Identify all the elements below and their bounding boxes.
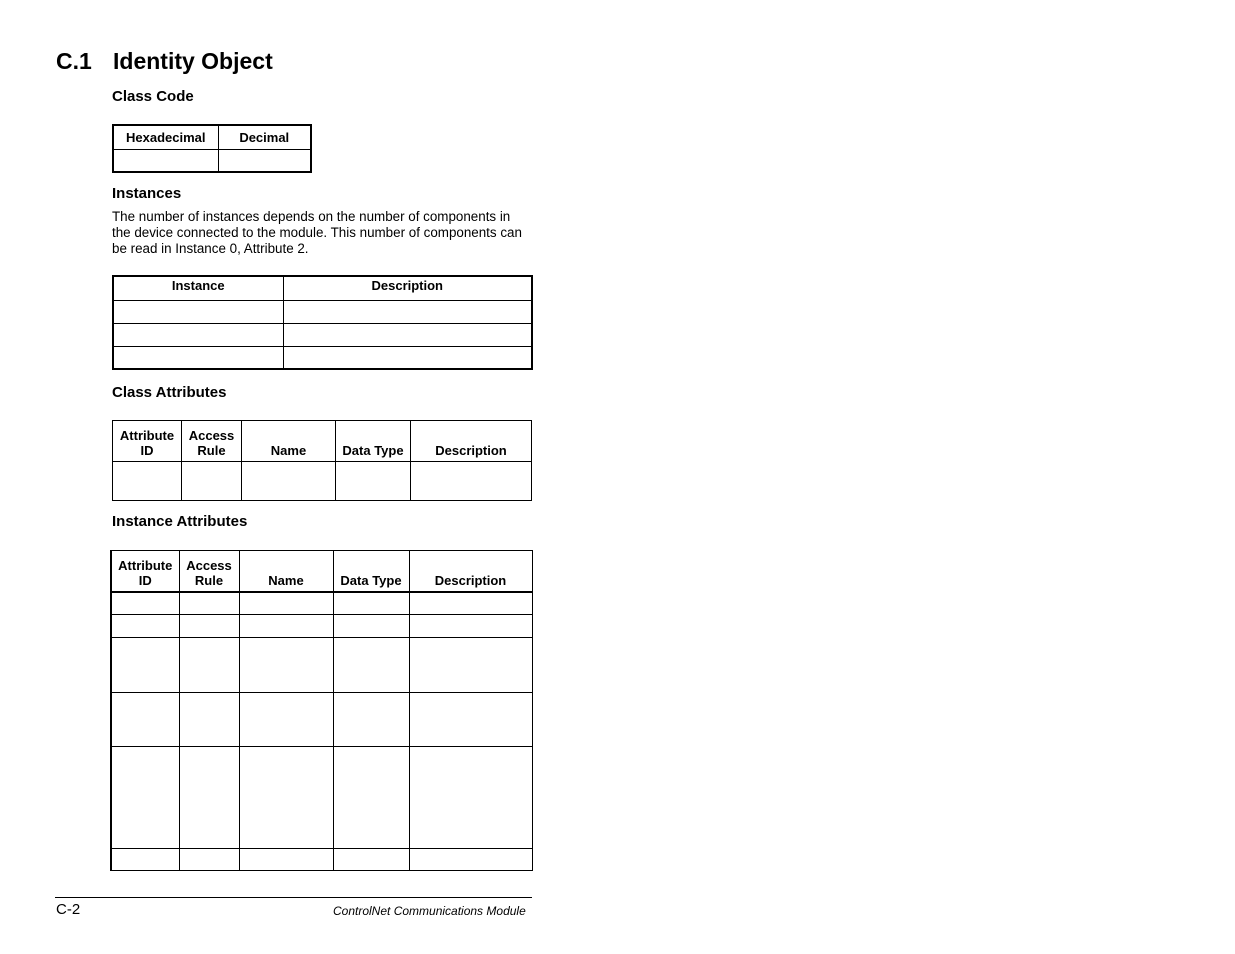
table-cell: [333, 849, 409, 871]
table-cell: [336, 462, 411, 501]
table-cell: [111, 592, 179, 615]
table-row: [111, 638, 532, 693]
table-cell: [111, 638, 179, 693]
class-code-heading: Class Code: [112, 88, 194, 105]
table-cell: [239, 849, 333, 871]
table-cell: [113, 462, 182, 501]
table-cell: [409, 849, 532, 871]
table-cell: [113, 300, 283, 323]
table-cell: [333, 638, 409, 693]
table-cell: [411, 462, 532, 501]
class-attributes-heading: Class Attributes: [112, 384, 227, 401]
header-access-rule: Access Rule: [182, 421, 242, 462]
table-cell: [409, 615, 532, 638]
class-attributes-table: [112, 420, 532, 501]
table-cell: [239, 592, 333, 615]
header-name: Name: [242, 421, 336, 462]
header-name: Name: [239, 551, 333, 592]
table-cell: [239, 747, 333, 849]
table-row: [111, 849, 532, 871]
table-cell: [111, 747, 179, 849]
header-data-type: Data Type: [333, 551, 409, 592]
table-cell: [182, 462, 242, 501]
table-cell: [239, 638, 333, 693]
header-description: Description: [411, 421, 532, 462]
section-number: C.1: [56, 48, 92, 74]
header-description: Description: [409, 551, 532, 592]
table-row: [113, 300, 532, 323]
table-cell: [409, 747, 532, 849]
section-title: [56, 48, 273, 75]
table-cell: [409, 693, 532, 747]
table-cell: [333, 693, 409, 747]
table-cell: [179, 615, 239, 638]
table-cell: [239, 615, 333, 638]
table-cell: [179, 693, 239, 747]
header-description: Description: [283, 276, 532, 300]
table-cell: [113, 323, 283, 346]
table-cell: [333, 747, 409, 849]
instances-table: [112, 275, 533, 370]
header-data-type: Data Type: [336, 421, 411, 462]
table-row: [113, 462, 532, 501]
table-cell: [111, 849, 179, 871]
table-row: [113, 346, 532, 369]
instance-attributes-heading: Instance Attributes: [112, 513, 248, 530]
table-cell: [179, 592, 239, 615]
table-cell: [283, 346, 532, 369]
table-row: [111, 747, 532, 849]
table-cell: [179, 638, 239, 693]
table-cell: [333, 615, 409, 638]
instances-paragraph: The number of instances depends on the number of components in the device connected to the module. This number of components can be read in Instance 0, Attribute 2.: [112, 209, 522, 256]
table-cell: [113, 346, 283, 369]
table-row: [113, 323, 532, 346]
table-cell: [111, 615, 179, 638]
table-row: [111, 693, 532, 747]
header-instance: Instance: [113, 276, 283, 300]
table-cell: [111, 693, 179, 747]
class-code-table: [112, 124, 312, 173]
footer-rule: [55, 897, 532, 898]
document-title: ControlNet Communications Module: [333, 904, 526, 918]
section-heading: Identity Object: [113, 48, 273, 74]
table-cell: [283, 300, 532, 323]
table-cell: [242, 462, 336, 501]
instance-attributes-table: [110, 550, 533, 871]
header-attribute-id: Attribute ID: [113, 421, 182, 462]
table-cell: [179, 747, 239, 849]
table-cell: [218, 149, 311, 172]
table-row: [111, 592, 532, 615]
page-number: C-2: [56, 901, 81, 918]
header-hexadecimal: Hexadecimal: [113, 125, 218, 149]
table-cell: [409, 638, 532, 693]
table-cell: [179, 849, 239, 871]
table-cell: [239, 693, 333, 747]
header-decimal: Decimal: [218, 125, 311, 149]
header-access-rule: Access Rule: [179, 551, 239, 592]
table-cell: [333, 592, 409, 615]
instances-heading: Instances: [112, 185, 182, 202]
table-cell: [113, 149, 218, 172]
table-row: [111, 615, 532, 638]
table-cell: [283, 323, 532, 346]
header-attribute-id: Attribute ID: [111, 551, 179, 592]
table-cell: [409, 592, 532, 615]
